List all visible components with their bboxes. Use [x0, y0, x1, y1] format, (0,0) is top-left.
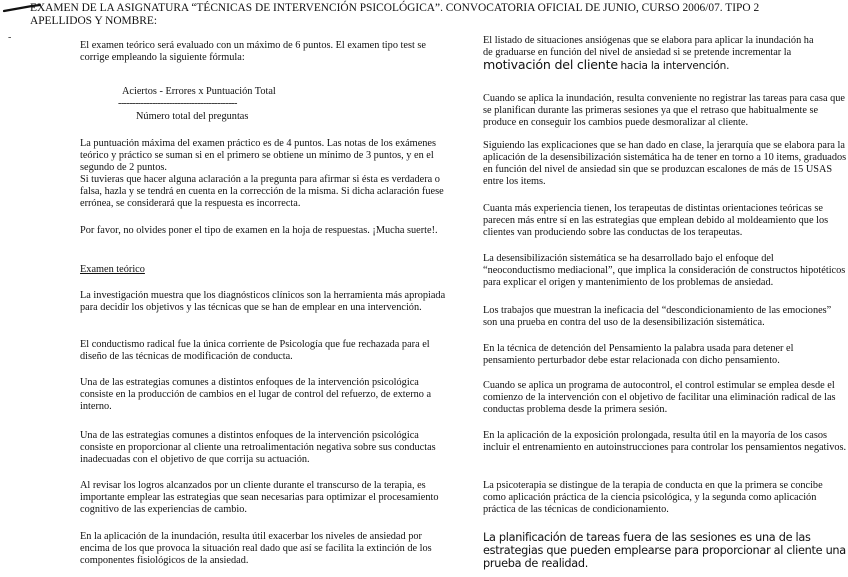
formula-denominator: Número total del preguntas [136, 111, 249, 122]
question-7-line-2: de graduarse en función del nivel de ansiedad si se pretende incrementar la [483, 46, 792, 58]
question-3: Una de las estrategias comunes a distintos enfoques de la intervención psicológica consiste en la producción de cambios en el lugar de control del refuerzo, de externo a interno. [80, 377, 432, 412]
formula-rule: ------------------------------------------ [118, 98, 237, 109]
exam-header [30, 2, 842, 28]
question-7 [483, 35, 814, 73]
formula-numerator: Aciertos - Errores x Puntuación Total [122, 86, 276, 97]
exam-title: EXAMEN DE LA ASIGNATURA “TÉCNICAS DE INTERVENCIÓN PSICOLÓGICA”. CONVOCATORIA OFICIAL DE JUNIO, CURSO 2006/07. TIPO 2 [30, 2, 760, 14]
question-14: Cuando se aplica un programa de autocontrol, el control estimular se emplea desde el comienzo de la intervención con el objetivo de facilitar una eliminación radical de las conductas problema desde la primera sesión. [483, 380, 836, 415]
practical-paragraph: La puntuación máxima del examen práctico es de 4 puntos. Las notas de los exámenes teórico y práctico se suman si en el primero se obtiene un mínimo de 3 puntos, y en el segundo de 2 puntos. [80, 138, 436, 173]
question-8: Cuando se aplica la inundación, resulta conveniente no registrar las tareas para casa que se planifican durante las primeras sesiones ya que el retraso que habitualmente se produce en conseguir los cambios puede desmoralizar al cliente. [483, 93, 845, 128]
question-16: La psicoterapia se distingue de la terapia de conducta en que la primera se concibe como aplicación práctica de la ciencia psicológica, y la segunda como aplicación práctica de las técnicas de condicionamiento. [483, 480, 823, 515]
question-15: En la aplicación de la exposición prolongada, resulta útil en la mayoría de los casos incluir el entrenamiento en autoinstrucciones para controlar los pensamientos negativos. [483, 430, 847, 453]
question-13: En la técnica de detención del Pensamiento la palabra usada para detener el pensamiento perturbador debe estar relacionada con dicho pensamiento. [483, 343, 794, 366]
question-1: La investigación muestra que los diagnósticos clínicos son la herramienta más apropiada para decidir los objetivos y las técnicas que se han de emplear en una intervención. [80, 290, 446, 313]
question-7-tail: hacia la intervención. [620, 59, 730, 72]
question-11: La desensibilización sistemática se ha desarrollado bajo el enfoque del “neoconductismo mediacional”, que implica la consideración de constructos hipotéticos para explicar el origen y mantenimiento de los problemas de ansiedad. [483, 253, 846, 288]
question-12: Los trabajos que muestran la ineficacia del “descondicionamiento de las emociones” son una prueba en contra del uso de la desensibilización sistemática. [483, 305, 832, 328]
question-9: Siguiendo las explicaciones que se han dado en clase, la jerarquía que se elabora para la aplicación de la desensibilización sistemática ha de tener en torno a 10 items, graduados en función del nivel de ansiedad sin que se produzcan escalones de más de 15 USAS entre los items. [483, 140, 847, 187]
section-title: Examen teórico [80, 264, 145, 275]
clarification-paragraph: Si tuvieras que hacer alguna aclaración a la pregunta para afirmar si ésta es verdadera o falsa, hazla y se tendrá en cuenta en la corrección de la misma. Si dicha aclaración fuese errónea, se considerará que la respuesta es incorrecta. [80, 174, 444, 209]
question-7-line-1: El listado de situaciones ansiógenas que se elabora para aplicar la inundación ha [483, 35, 814, 46]
question-17: La planificación de tareas fuera de las sesiones es una de las estrategias que pueden emplearse para proporcionar al cliente una prueba de realidad. [483, 531, 846, 570]
reminder-paragraph: Por favor, no olvides poner el tipo de examen en la hoja de respuestas. ¡Mucha suerte!. [80, 225, 438, 236]
name-field-label: APELLIDOS Y NOMBRE: [30, 15, 157, 27]
question-2: El conductismo radical fue la única corriente de Psicología que fue rechazada para el diseño de las técnicas de modificación de conducta. [80, 339, 430, 362]
question-4: Una de las estrategias comunes a distintos enfoques de la intervención psicológica consiste en proporcionar al cliente una retroalimentación negativa sobre sus conductas inadecuadas con el objetivo de que corrija su actuación. [80, 430, 436, 465]
intro-paragraph: El examen teórico será evaluado con un máximo de 6 puntos. El examen tipo test se corrige empleando la siguiente fórmula: [80, 40, 426, 63]
question-5: Al revisar los logros alcanzados por un cliente durante el transcurso de la terapia, es importante emplear las estrategias que sean necesarias para optimizar el procesamiento cognitivo de las experiencias de cambio. [80, 480, 439, 515]
margin-mark: - [8, 32, 12, 43]
question-10: Cuanta más experiencia tienen, los terapeutas de distintas orientaciones teóricas se parecen más entre sí en las estrategias que emplean debido al moldeamiento que los clientes van produciendo sobre las conductas de los terapeutas. [483, 203, 829, 238]
question-6: En la aplicación de la inundación, resulta útil exacerbar los niveles de ansiedad por encima de los que provoca la situación real dado que así se facilita la extinción de los componentes fisiológicos de la ansiedad. [80, 531, 432, 566]
question-7-handwritten: motivación del cliente [483, 56, 618, 72]
